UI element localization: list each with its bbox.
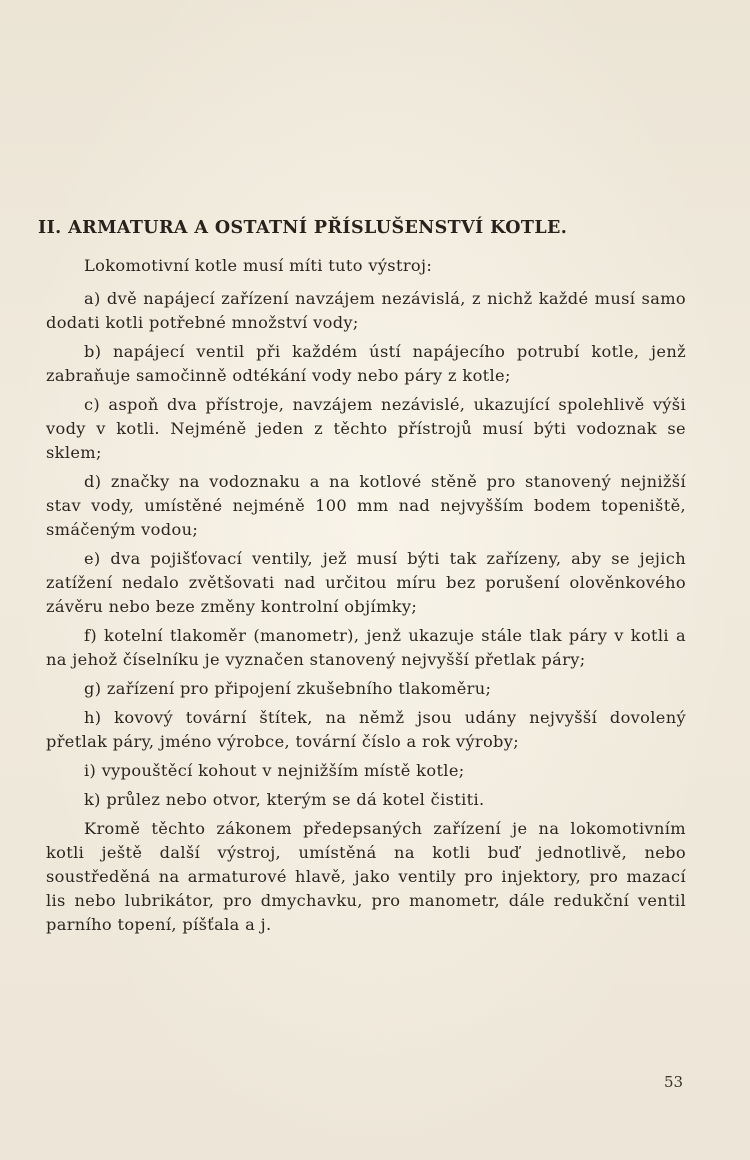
page-number: 53 [664, 1073, 684, 1091]
intro-paragraph: Lokomotivní kotle musí míti tuto výstroj: [84, 256, 433, 275]
list-item-a: a) dvě napájecí zařízení navzájem nezávislá, z nichž každé musí samo dodati kotli potřebné množství vody; [46, 289, 686, 332]
list-item-k: k) průlez nebo otvor, kterým se dá kotel čistiti. [84, 790, 485, 809]
equipment-list [46, 287, 686, 812]
page-text [38, 218, 686, 942]
list-item-d: d) značky na vodoznaku a na kotlové stěně pro stanovený nejnižší stav vody, umístěné nejméně 100 mm nad nejvyšším bodem topeniště, smáčeným vodou; [46, 472, 686, 539]
list-item-h: h) kovový tovární štítek, na němž jsou udány nejvyšší dovolený přetlak páry, jméno výrobce, tovární číslo a rok výroby; [46, 708, 686, 751]
list-item-i: i) vypouštěcí kohout v nejnižším místě kotle; [84, 761, 465, 780]
list-item-e: e) dva pojišťovací ventily, jež musí býti tak zařízeny, aby se jejich zatížení nedalo zvětšovati nad určitou míru bez porušení olověnkového závěru nebo beze změny kontrolní objímky; [46, 549, 686, 616]
list-item-g: g) zařízení pro připojení zkušebního tlakoměru; [84, 679, 492, 698]
chapter-heading: II. ARMATURA A OSTATNÍ PŘÍSLUŠENSTVÍ KOTLE. [38, 218, 568, 238]
closing-paragraph: Kromě těchto zákonem předepsaných zařízení je na lokomotivním kotli ještě další výstroj, umístěná na kotli buď jednotlivě, nebo soustředěná na armaturové hlavě, jako ventily pro injektory, pro mazací lis nebo lubrikátor, pro dmychavku, pro manometr, dále redukční ventil parního topení, píšťala a j. [46, 819, 686, 934]
list-item-f: f) kotelní tlakoměr (manometr), jenž ukazuje stále tlak páry v kotli a na jehož číselníku je vyznačen stanovený nejvyšší přetlak páry; [46, 626, 686, 669]
list-item-c: c) aspoň dva přístroje, navzájem nezávislé, ukazující spolehlivě výši vody v kotli. Nejméně jeden z těchto přístrojů musí býti vodoznak se sklem; [46, 395, 686, 462]
list-item-b: b) napájecí ventil při každém ústí napájecího potrubí kotle, jenž zabraňuje samočinně odtékání vody nebo páry z kotle; [46, 342, 686, 385]
